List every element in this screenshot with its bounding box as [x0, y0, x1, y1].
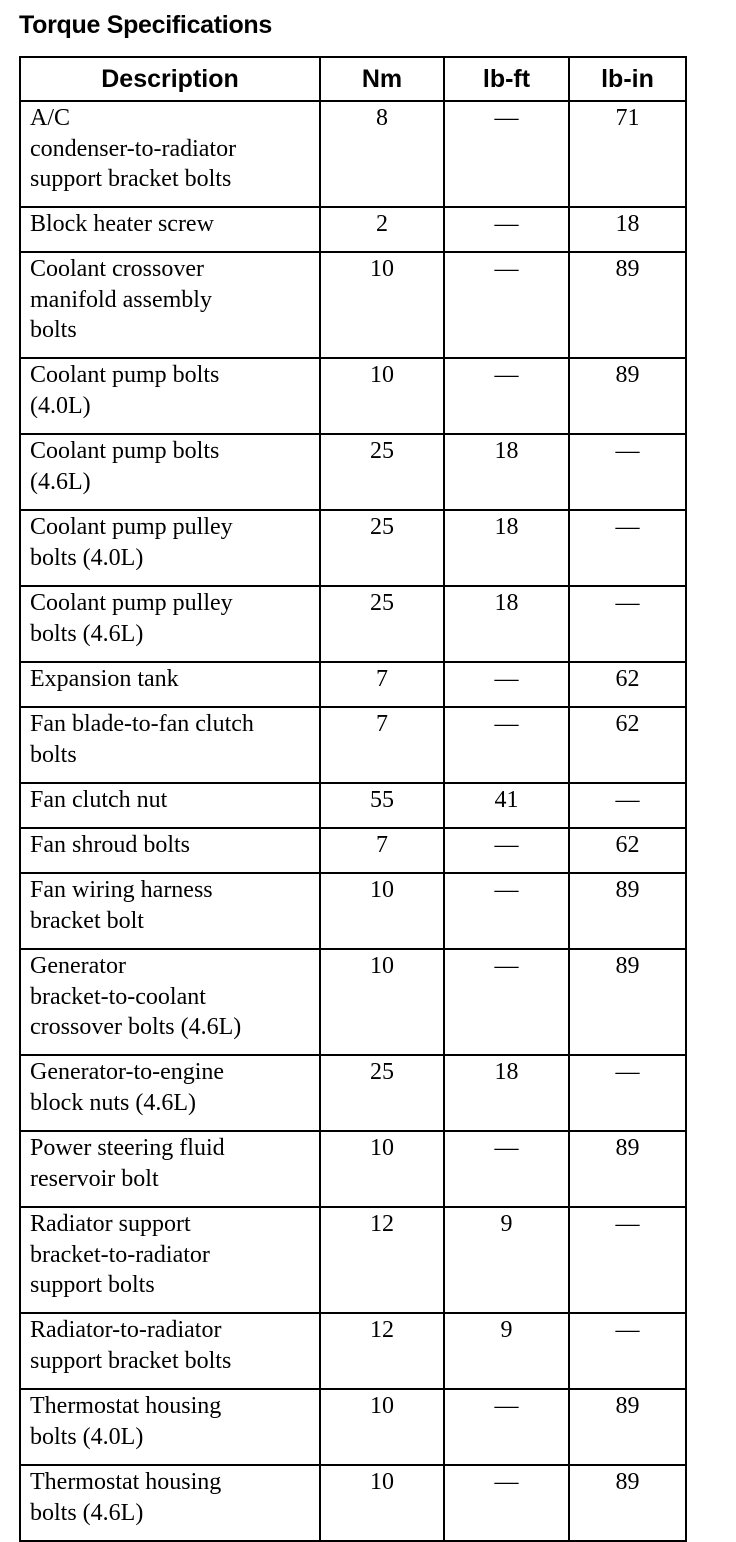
table-row [20, 252, 686, 358]
nm-cell: 25 [320, 1055, 444, 1131]
nm-cell: 10 [320, 949, 444, 1055]
description-cell: Coolant pump pulley bolts (4.0L) [20, 510, 320, 586]
lb-ft-cell: 41 [444, 783, 569, 828]
description-cell: Thermostat housing bolts (4.0L) [20, 1389, 320, 1465]
lb-ft-cell: — [444, 949, 569, 1055]
lb-in-cell: — [569, 1055, 686, 1131]
description-cell: A/C condenser-to-radiator support bracket bolts [20, 101, 320, 207]
nm-cell: 12 [320, 1207, 444, 1313]
lb-ft-cell: — [444, 1465, 569, 1541]
table-row [20, 101, 686, 207]
description-cell: Block heater screw [20, 207, 320, 252]
table-row [20, 434, 686, 510]
lb-ft-cell: 18 [444, 1055, 569, 1131]
lb-in-cell: 89 [569, 1465, 686, 1541]
nm-cell: 25 [320, 586, 444, 662]
table-row [20, 662, 686, 707]
table-row [20, 1465, 686, 1541]
description-cell: Generator-to-engine block nuts (4.6L) [20, 1055, 320, 1131]
description-cell: Coolant crossover manifold assembly bolts [20, 252, 320, 358]
lb-ft-cell: — [444, 207, 569, 252]
table-row [20, 1131, 686, 1207]
lb-ft-cell: 9 [444, 1207, 569, 1313]
nm-cell: 55 [320, 783, 444, 828]
table-header-row [20, 57, 686, 101]
lb-ft-cell: — [444, 252, 569, 358]
lb-ft-cell: 18 [444, 510, 569, 586]
lb-in-cell: 18 [569, 207, 686, 252]
lb-in-cell: 89 [569, 358, 686, 434]
header-lb-ft: lb-ft [444, 57, 569, 101]
lb-in-cell: 71 [569, 101, 686, 207]
description-cell: Fan wiring harness bracket bolt [20, 873, 320, 949]
table-body [20, 101, 686, 1541]
nm-cell: 7 [320, 828, 444, 873]
description-cell: Expansion tank [20, 662, 320, 707]
page-title: Torque Specifications [19, 11, 273, 39]
table-row [20, 1055, 686, 1131]
table-row [20, 510, 686, 586]
lb-in-cell: 89 [569, 1389, 686, 1465]
description-cell: Fan blade-to-fan clutch bolts [20, 707, 320, 783]
lb-ft-cell: — [444, 707, 569, 783]
lb-in-cell: 62 [569, 828, 686, 873]
torque-spec-table [19, 56, 687, 1542]
nm-cell: 10 [320, 873, 444, 949]
table-row [20, 586, 686, 662]
table-row [20, 873, 686, 949]
lb-in-cell: — [569, 783, 686, 828]
description-cell: Fan shroud bolts [20, 828, 320, 873]
nm-cell: 10 [320, 1131, 444, 1207]
lb-in-cell: 89 [569, 873, 686, 949]
description-cell: Coolant pump bolts (4.6L) [20, 434, 320, 510]
lb-ft-cell: — [444, 662, 569, 707]
lb-in-cell: 89 [569, 949, 686, 1055]
lb-ft-cell: — [444, 873, 569, 949]
header-nm: Nm [320, 57, 444, 101]
table-row [20, 828, 686, 873]
lb-in-cell: 89 [569, 252, 686, 358]
lb-in-cell: — [569, 434, 686, 510]
description-cell: Power steering fluid reservoir bolt [20, 1131, 320, 1207]
lb-ft-cell: 18 [444, 586, 569, 662]
lb-ft-cell: 18 [444, 434, 569, 510]
nm-cell: 12 [320, 1313, 444, 1389]
lb-ft-cell: — [444, 828, 569, 873]
header-lb-in: lb-in [569, 57, 686, 101]
lb-in-cell: — [569, 1207, 686, 1313]
table-row [20, 707, 686, 783]
table-row [20, 783, 686, 828]
nm-cell: 25 [320, 434, 444, 510]
nm-cell: 10 [320, 358, 444, 434]
description-cell: Fan clutch nut [20, 783, 320, 828]
nm-cell: 25 [320, 510, 444, 586]
nm-cell: 7 [320, 707, 444, 783]
table-row [20, 1207, 686, 1313]
nm-cell: 10 [320, 1465, 444, 1541]
header-description: Description [20, 57, 320, 101]
description-cell: Radiator-to-radiator support bracket bolts [20, 1313, 320, 1389]
description-cell: Radiator support bracket-to-radiator support bolts [20, 1207, 320, 1313]
lb-in-cell: — [569, 586, 686, 662]
table-row [20, 358, 686, 434]
lb-in-cell: — [569, 1313, 686, 1389]
lb-ft-cell: — [444, 1131, 569, 1207]
description-cell: Generator bracket-to-coolant crossover bolts (4.6L) [20, 949, 320, 1055]
nm-cell: 10 [320, 252, 444, 358]
lb-in-cell: 62 [569, 662, 686, 707]
table-row [20, 1313, 686, 1389]
nm-cell: 10 [320, 1389, 444, 1465]
table-row [20, 949, 686, 1055]
description-cell: Thermostat housing bolts (4.6L) [20, 1465, 320, 1541]
description-cell: Coolant pump pulley bolts (4.6L) [20, 586, 320, 662]
nm-cell: 8 [320, 101, 444, 207]
description-cell: Coolant pump bolts (4.0L) [20, 358, 320, 434]
lb-in-cell: — [569, 510, 686, 586]
lb-ft-cell: — [444, 1389, 569, 1465]
lb-ft-cell: — [444, 358, 569, 434]
lb-ft-cell: — [444, 101, 569, 207]
lb-in-cell: 89 [569, 1131, 686, 1207]
nm-cell: 7 [320, 662, 444, 707]
nm-cell: 2 [320, 207, 444, 252]
table-row [20, 207, 686, 252]
lb-ft-cell: 9 [444, 1313, 569, 1389]
table-row [20, 1389, 686, 1465]
lb-in-cell: 62 [569, 707, 686, 783]
